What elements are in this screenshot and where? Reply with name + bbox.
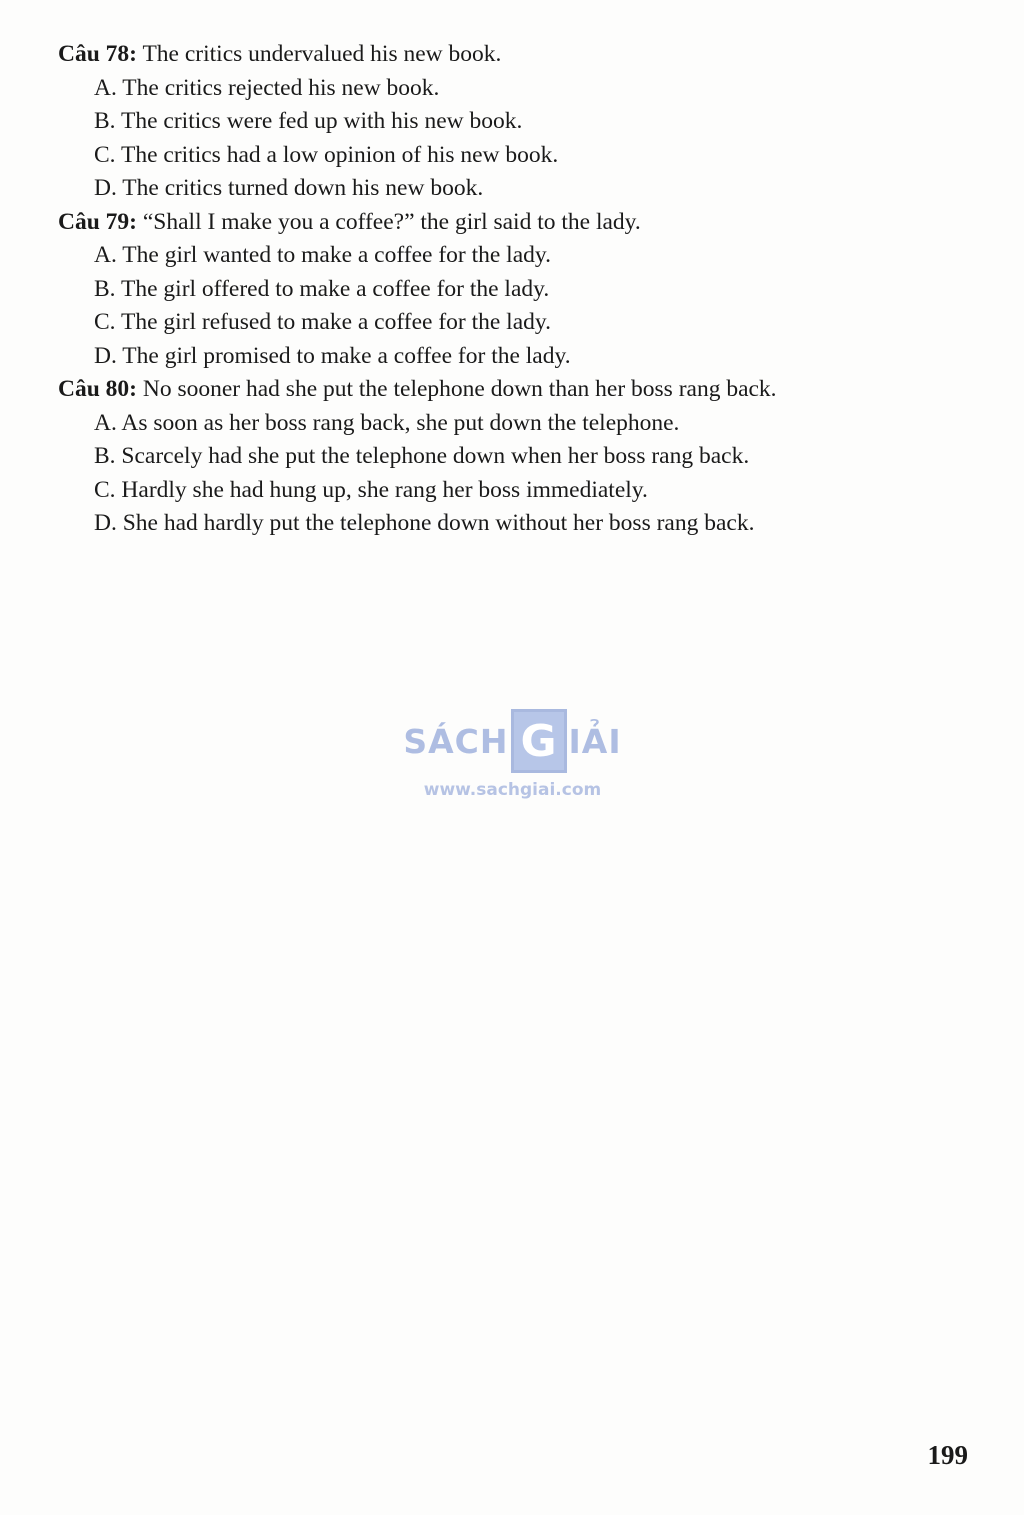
question-label: Câu 80: [58,376,137,402]
option-d: D. The girl promised to make a coffee for the lady. [94,342,571,369]
watermark-text-right: IẢI [568,721,622,761]
page-number: 199 [927,1440,968,1470]
watermark-url: www.sachgiai.com [423,780,602,800]
option-c: C. Hardly she had hung up, she rang her boss immediately. [94,476,648,503]
option-b: B. The girl offered to make a coffee for the lady. [94,275,550,302]
question-stem [58,206,978,240]
question-list [58,38,978,541]
question-79 [58,206,978,374]
option-d: D. She had hardly put the telephone down without her boss rang back. [94,510,755,536]
option-a: A. The critics rejected his new book. [94,74,440,101]
question-text: The critics undervalued his new book. [137,41,502,67]
watermark-wordmark [380,708,645,774]
question-stem [58,373,978,407]
question-text: No sooner had she put the telephone down than her boss rang back. [137,376,777,402]
option-a: A. The girl wanted to make a coffee for the lady. [94,242,551,268]
question-label: Câu 79: [58,208,137,235]
option-a: A. As soon as her boss rang back, she put down the telephone. [94,409,680,436]
option-c: C. The critics had a low opinion of his new book. [94,141,559,168]
watermark-text-left: SÁCH [403,721,509,761]
watermark-box-letter: G [511,709,567,773]
option-b: B. The critics were fed up with his new book. [94,108,523,134]
question-text: “Shall I make you a coffee?” the girl said to the lady. [137,208,641,235]
option-b: B. Scarcely had she put the telephone down when her boss rang back. [94,443,750,469]
option-d: D. The critics turned down his new book. [94,175,484,201]
question-78 [58,38,978,206]
question-80 [58,373,978,541]
question-stem [58,38,978,72]
watermark-logo [380,708,645,800]
question-label: Câu 78: [58,41,137,67]
option-c: C. The girl refused to make a coffee for the lady. [94,309,551,335]
